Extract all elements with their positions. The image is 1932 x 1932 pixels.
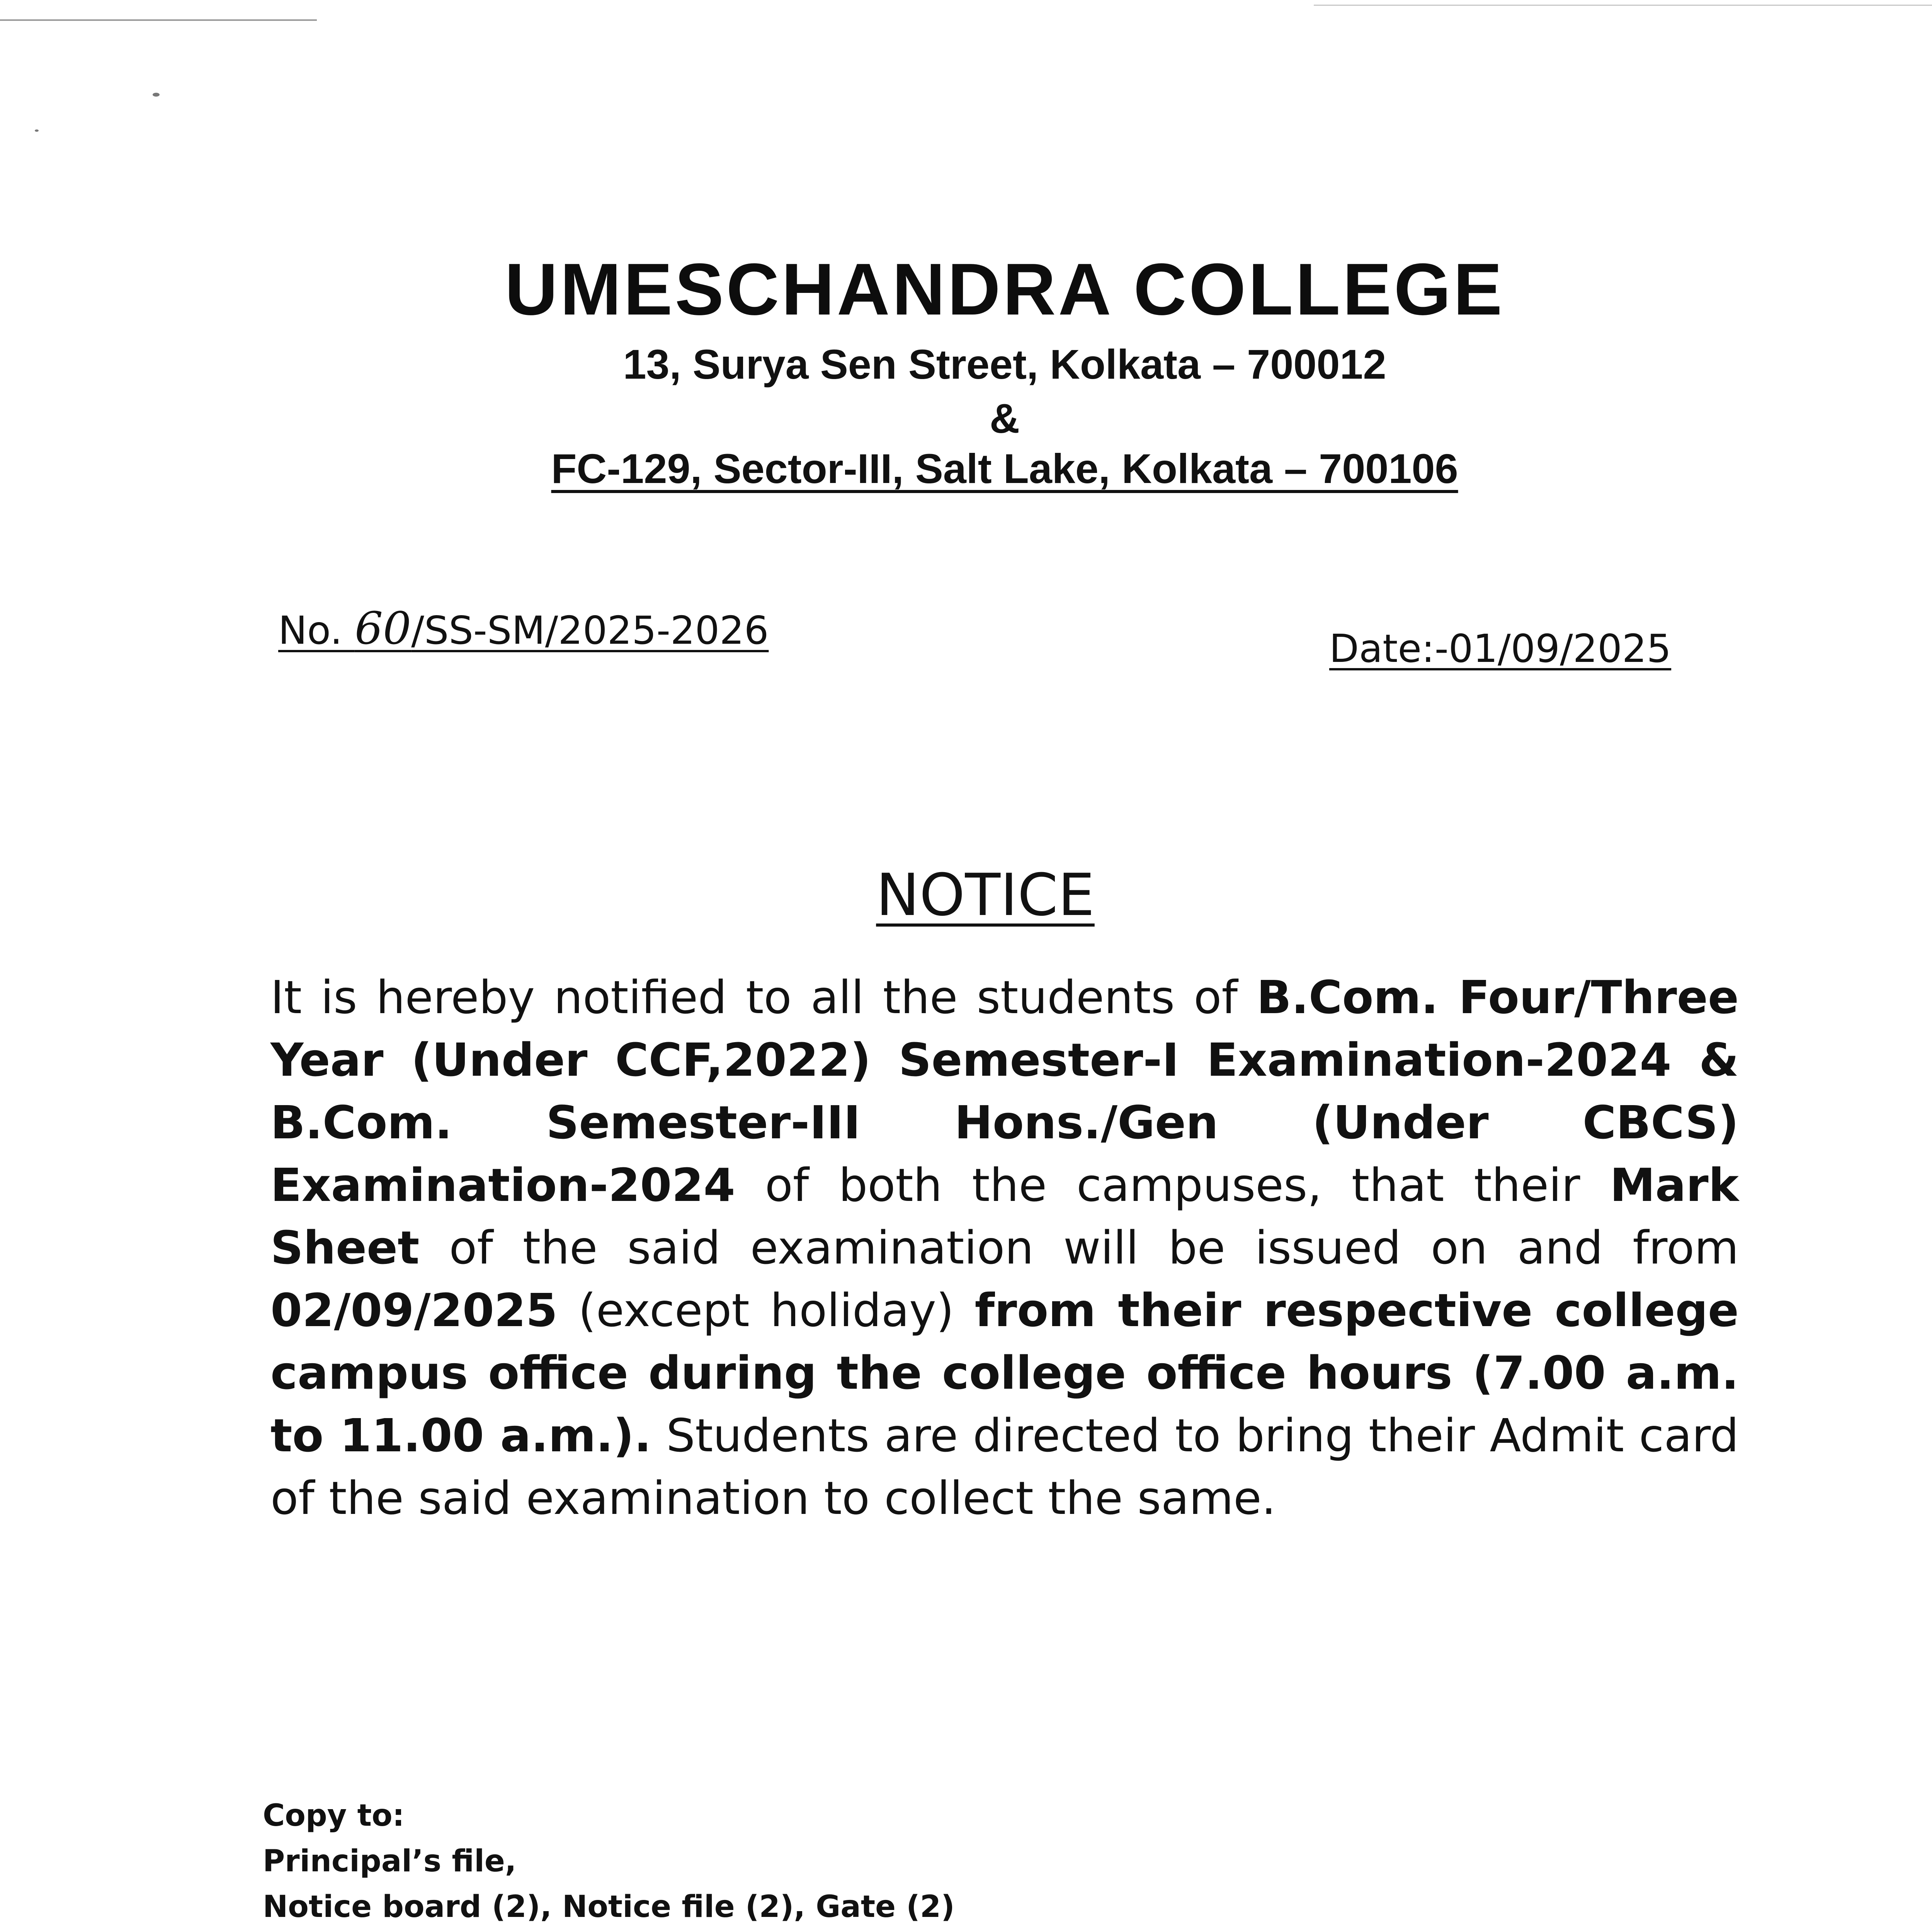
copy-to-line: Principal’s file, xyxy=(263,1844,517,1879)
body-text: (except holiday) xyxy=(558,1284,975,1337)
reference-prefix: No. xyxy=(278,608,355,653)
scan-edge-line xyxy=(1314,5,1932,6)
handwritten-reference-number: 60 xyxy=(354,603,412,655)
reference-number xyxy=(278,603,769,655)
body-text: It is hereby notified to all the students of xyxy=(270,971,1257,1024)
address-line-2: FC-129, Sector-III, Salt Lake, Kolkata – 700106 xyxy=(551,445,1458,492)
body-text: of both the campuses, that their xyxy=(735,1158,1610,1212)
college-name: UMESCHANDRA COLLEGE xyxy=(505,248,1505,330)
address-ampersand: & xyxy=(990,395,1020,442)
body-bold-text: Mark Sheet xyxy=(270,1158,1739,1274)
address-line-1: 13, Surya Sen Street, Kolkata – 700012 xyxy=(623,341,1386,388)
copy-to-line xyxy=(263,1930,1267,1932)
notice-date: Date:-01/09/2025 xyxy=(1329,626,1672,671)
body-bold-text: B.Com. Four/Three Year (Under CCF,2022) Semester-I Examination-2024 & B.Com. Semester-III Hons./Gen (Under CBCS) Examination-2024 xyxy=(270,971,1739,1212)
scan-edge-line xyxy=(0,19,317,21)
scan-speck xyxy=(35,129,39,132)
notice-body xyxy=(270,966,1739,1529)
body-bold-text: 02/09/2025 xyxy=(270,1284,558,1337)
body-text: Students are directed to bring their Admit card of the said examination to collect the same. xyxy=(270,1409,1739,1525)
scan-speck xyxy=(153,93,160,97)
copy-to-block xyxy=(263,1793,1267,1932)
notice-title: NOTICE xyxy=(876,862,1095,929)
copy-to-heading: Copy to: xyxy=(263,1798,405,1833)
body-bold-text: from their respective college campus office during the college office hours (7.00 a.m. to 11.00 a.m.). xyxy=(270,1284,1739,1462)
body-text: of the said examination will be issued on and from xyxy=(419,1221,1739,1274)
copy-to-line: Notice board (2), Notice file (2), Gate (2) xyxy=(263,1889,955,1924)
reference-suffix: /SS-SM/2025-2026 xyxy=(411,608,769,653)
